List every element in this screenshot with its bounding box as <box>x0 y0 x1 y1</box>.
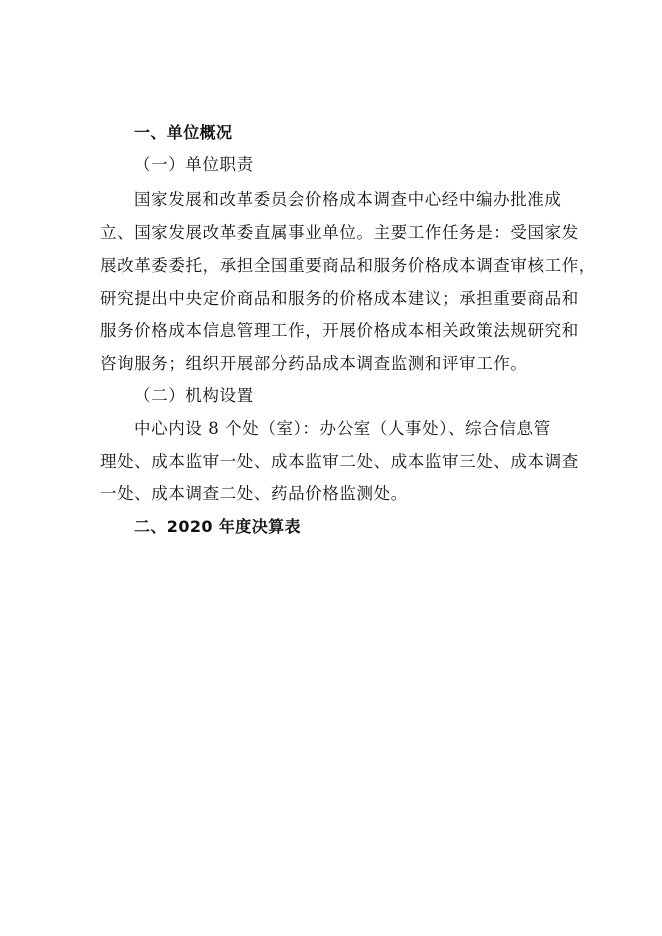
subsection-heading-duties: （一）单位职责 <box>134 155 254 174</box>
duties-paragraph-line: 服务价格成本信息管理工作，开展价格成本相关政策法规研究和 <box>100 321 579 340</box>
duties-paragraph-line: 咨询服务；组织开展部分药品成本调查监测和评审工作。 <box>100 354 528 373</box>
organization-paragraph-line: 中心内设 8 个处（室）：办公室（人事处）、综合信息管 <box>134 419 551 438</box>
duties-paragraph-line: 研究提出中央定价商品和服务的价格成本建议；承担重要商品和 <box>100 289 579 308</box>
subsection-heading-organization: （二）机构设置 <box>134 386 254 405</box>
duties-paragraph-line: 立、国家发展改革委直属事业单位。主要工作任务是：受国家发 <box>100 223 579 242</box>
duties-paragraph-line: 展改革委委托，承担全国重要商品和服务价格成本调查审核工作， <box>100 256 596 275</box>
section-heading-final-accounts: 二、2020 年度决算表 <box>134 517 301 536</box>
section-heading-unit-overview: 一、单位概况 <box>134 123 233 142</box>
duties-paragraph-line: 国家发展和改革委员会价格成本调查中心经中编办批准成 <box>134 190 562 209</box>
organization-paragraph-line: 一处、成本调查二处、药品价格监测处。 <box>100 484 408 503</box>
organization-paragraph-line: 理处、成本监审一处、成本监审二处、成本监审三处、成本调查 <box>100 452 579 471</box>
